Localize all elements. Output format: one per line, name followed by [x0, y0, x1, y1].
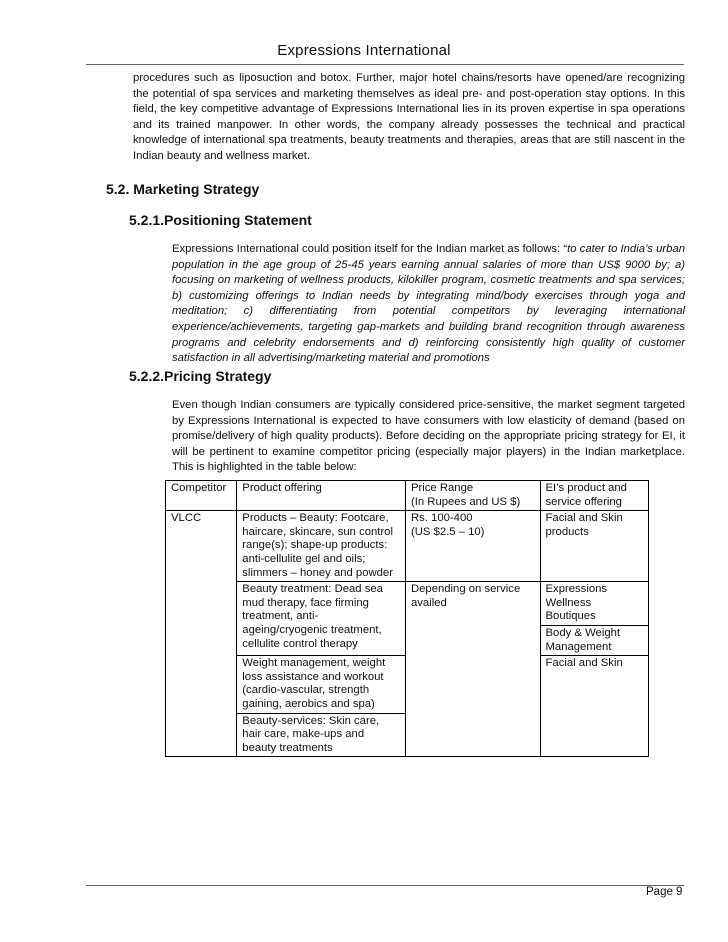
- header-price: Price Range (In Rupees and US $): [405, 481, 540, 511]
- ei-offering-cell: Facial and Skin products: [540, 511, 648, 582]
- page-number: Page 9: [646, 886, 683, 898]
- product-cell: Products – Beauty: Footcare, haircare, skincare, sun control range(s); shape-up products: anti-cellulite gel and oils; slimmers – honey and powder: [237, 511, 406, 582]
- section-positioning-heading: 5.2.1.Positioning Statement: [129, 212, 312, 228]
- competitor-cell: VLCC: [166, 511, 237, 757]
- table-header-row: [166, 481, 649, 511]
- pricing-paragraph: Even though Indian consumers are typically considered price-sensitive, the market segment targeted by Expressions International is expected to have consumers with low elasticity of demand (based on promise/delivery of high quality products). Before deciding on the appropriate pricing strategy for EI, it will be pertinent to examine competitor pricing (especially major players) in the Indian marketplace. This is highlighted in the table below:: [172, 399, 685, 474]
- product-cell: Beauty-services: Skin care, hair care, make-ups and beauty treatments: [237, 713, 406, 757]
- positioning-paragraph: [172, 242, 685, 367]
- section-pricing-heading: 5.2.2.Pricing Strategy: [129, 368, 272, 384]
- ei-offering-cell: Facial and Skin: [540, 656, 648, 757]
- price-cell: Rs. 100-400 (US $2.5 – 10): [405, 511, 540, 582]
- competitor-pricing-table: [165, 480, 649, 757]
- section-marketing-strategy-heading: 5.2. Marketing Strategy: [106, 181, 260, 197]
- footer-divider: [86, 885, 684, 886]
- intro-paragraph: procedures such as liposuction and botox. Further, major hotel chains/resorts have opened/are recognizing the potential of spa services and marketing themselves as ideal pre- and post-operation stay options. In this field, the key competitive advantage of Expressions International lies in its proven expertise in spa operations and its trained manpower. In other words, the company already possesses the technical and practical knowledge of international spa treatments, beauty treatments and therapies, areas that are still nascent in the Indian beauty and wellness market.: [133, 72, 685, 162]
- header-ei-offering: EI’s product and service offering: [540, 481, 648, 511]
- positioning-statement: to cater to India’s urban population in the age group of 25-45 years earning annual salaries of more than US$ 9000 by; a) focusing on marketing of wellness products, kilokiller program, cosmetic treatments and spa services; b) customizing offerings to Indian needs by integrating mind/body exercises through yoga and meditation; c) differentiating from potential competitors by leveraging international experience/achievements, targeting gap-markets and building brand recognition through awareness programs and celebrity endorsements and d) reinforcing consistently high quality of customer satisfaction in all advertising/marketing material and promotions: [172, 243, 685, 365]
- table-row: [166, 511, 649, 582]
- price-cell: Depending on service availed: [405, 582, 540, 757]
- ei-offering-cell: Body & Weight Management: [540, 625, 648, 655]
- header-competitor: Competitor: [166, 481, 237, 511]
- header-product: Product offering: [237, 481, 406, 511]
- table-row: [166, 582, 649, 626]
- product-cell: Beauty treatment: Dead sea mud therapy, face firming treatment, anti- ageing/cryogenic treatment, cellulite control therapy: [237, 582, 406, 656]
- ei-offering-cell: Expressions Wellness Boutiques: [540, 582, 648, 626]
- page-header-title: Expressions International: [277, 42, 451, 59]
- positioning-lead: Expressions International could position itself for the Indian market as follows: “: [172, 243, 568, 255]
- product-cell: Weight management, weight loss assistance and workout (cardio-vascular, strength gaining, aerobics and spa): [237, 656, 406, 713]
- header-divider: [86, 64, 684, 65]
